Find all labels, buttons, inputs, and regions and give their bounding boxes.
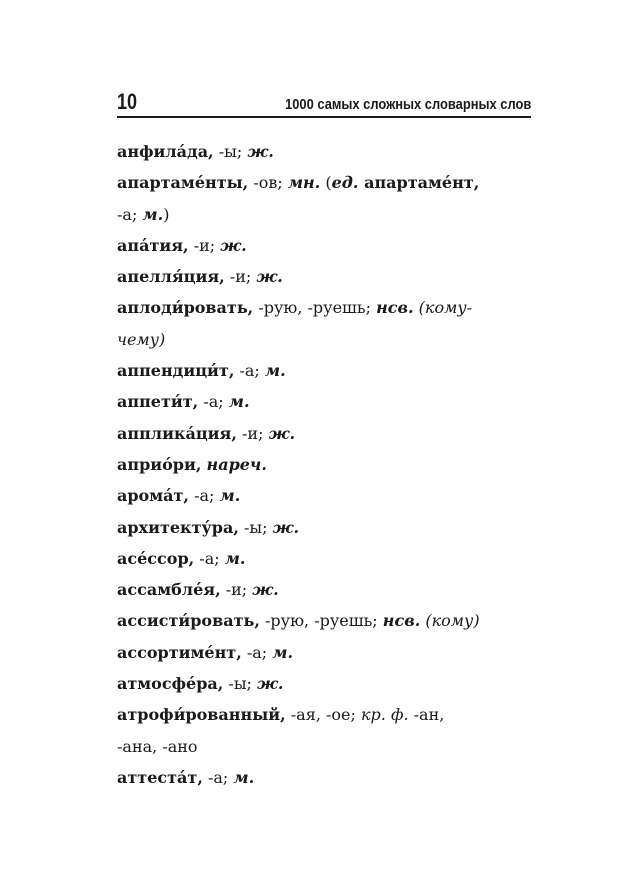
headword: апелля́ция, [117,267,225,287]
dictionary-entry [117,355,537,386]
page-number: 10 [117,89,138,114]
grammar-form: -а; [202,767,234,787]
gender-label: м. [142,204,164,224]
headword: архитекту́ра, [117,517,239,537]
gender-label: м. [228,392,250,412]
headword: аппети́т, [117,392,199,412]
dictionary-entry [117,292,537,355]
book-title: 1000 самых сложных словарных слов [284,96,531,113]
grammar-form: -рую, -руешь; [259,611,383,631]
running-header [117,86,531,118]
headword: аттеста́т, [117,767,203,787]
grammar-form: -ов; [248,173,288,193]
grammar-form: -а; [198,392,229,412]
entry-continuation [117,199,537,230]
headword: атрофи́рованный, [117,705,286,725]
dictionary-entry [117,699,537,762]
number-label: мн. [287,173,321,193]
headword: аплоди́ровать, [117,298,254,318]
usage-note: (кому- [413,298,473,318]
gender-label: ж. [268,423,296,443]
gender-label: ж. [220,235,247,255]
gender-label: ж. [247,142,274,161]
aspect-label: нсв. [376,298,414,318]
grammar-form: -и; [224,267,257,287]
headword: анфила́да, [117,142,214,161]
grammar-form: -ы; [223,674,258,694]
grammar-form: -ы; [238,517,273,537]
entry-continuation [117,324,537,355]
gender-label: ж. [252,580,279,600]
aspect-label: нсв. [382,611,421,631]
gender-label: м. [264,361,286,381]
usage-note: чему) [117,329,166,349]
gender-label: ж. [272,517,300,537]
gender-label: ж. [256,267,283,287]
grammar-form: -а; [117,204,143,224]
dictionary-entry [117,167,537,230]
grammar-form: -а; [234,361,265,381]
dictionary-entry [117,261,537,292]
dictionary-entry [117,418,537,449]
short-form: -ан, [408,705,445,725]
dictionary-entry [117,480,537,511]
gender-label: м. [224,548,246,568]
headword: асе́ссор, [117,548,195,568]
gender-label: м. [233,767,255,787]
dictionary-entry [117,386,537,417]
singular-label: ед. [331,173,359,193]
dictionary-entry [117,605,537,636]
dictionary-entry [117,574,537,605]
headword: ассисти́ровать, [117,611,260,631]
dictionary-entry [117,512,537,543]
entry-list [117,136,537,793]
grammar-form: -ая, -ое; [285,705,361,725]
dictionary-entry [117,637,537,668]
headword: апа́тия, [117,235,189,255]
dictionary-entry [117,543,537,574]
dictionary-entry [117,136,537,167]
short-form-label: кр. ф. [360,705,409,725]
headword: априо́ри, [117,454,202,474]
gender-label: м. [272,642,294,662]
gender-label: ж. [257,674,284,694]
singular-form: апартаме́нт, [358,173,480,193]
headword: ассамбле́я, [117,580,221,600]
headword: арома́т, [117,486,189,506]
grammar-form: -а; [241,642,273,662]
paren-open: ( [320,173,332,193]
usage-note: (кому) [420,611,480,631]
dictionary-entry [117,668,537,699]
paren-close: ) [163,204,170,224]
short-form: -ана, -ано [117,736,198,756]
pos-label: нареч. [206,454,267,474]
dictionary-entry [117,762,537,793]
grammar-form: -и; [236,423,269,443]
entry-continuation [117,731,537,762]
grammar-form: -и; [188,235,221,255]
grammar-form: -и; [220,580,253,600]
dictionary-entry [117,449,537,480]
gender-label: м. [219,486,241,506]
headword: аппендици́т, [117,361,235,381]
grammar-form: -а; [194,548,225,568]
grammar-form: -а; [188,486,220,506]
headword: апплика́ция, [117,423,237,443]
headword: атмосфе́ра, [117,674,224,694]
grammar-form: -ы; [213,142,248,161]
headword: апартаме́нты, [117,173,249,193]
headword: ассортиме́нт, [117,642,242,662]
grammar-form: -рую, -руешь; [253,298,377,318]
dictionary-entry [117,230,537,261]
